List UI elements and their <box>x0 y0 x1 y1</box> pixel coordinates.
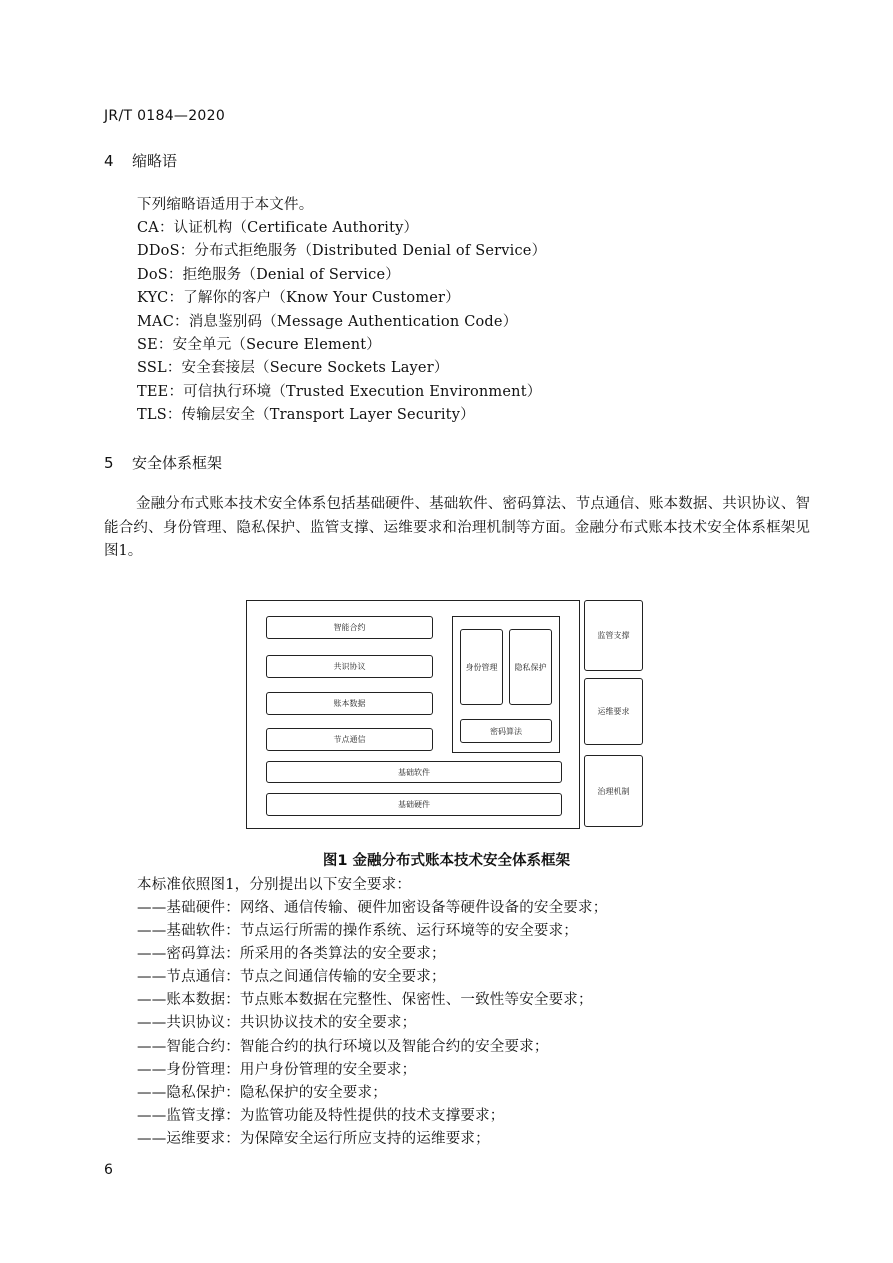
box-ledger-data: 账本数据 <box>266 692 433 715</box>
document-id: JR/T 0184—2020 <box>104 108 226 124</box>
box-consensus: 共识协议 <box>266 655 433 678</box>
abbreviation-item: KYC：了解你的客户（Know Your Customer） <box>137 290 460 306</box>
abbreviation-item: TLS：传输层安全（Transport Layer Security） <box>137 407 475 423</box>
section-4-number: 4 <box>104 152 114 170</box>
requirement-item: ——监管支撑：为监管功能及特性提供的技术支撑要求； <box>137 1108 505 1124</box>
box-governance: 治理机制 <box>584 755 643 827</box>
requirement-item: ——智能合约：智能合约的执行环境以及智能合约的安全要求； <box>137 1039 549 1055</box>
requirement-item: ——基础软件：节点运行所需的操作系统、运行环境等的安全要求； <box>137 923 578 939</box>
abbreviation-item: SSL：安全套接层（Secure Sockets Layer） <box>137 360 449 376</box>
box-crypto: 密码算法 <box>460 719 552 743</box>
page-number: 6 <box>104 1162 113 1178</box>
requirement-item: ——节点通信：节点之间通信传输的安全要求； <box>137 969 446 985</box>
requirement-item: ——隐私保护：隐私保护的安全要求； <box>137 1085 387 1101</box>
figure-caption: 图1 金融分布式账本技术安全体系框架 <box>322 853 571 869</box>
abbreviation-item: DoS：拒绝服务（Denial of Service） <box>137 267 400 283</box>
abbreviation-item: TEE：可信执行环境（Trusted Execution Environment） <box>137 384 542 400</box>
requirement-item: ——账本数据：节点账本数据在完整性、保密性、一致性等安全要求； <box>137 992 593 1008</box>
box-smart-contract: 智能合约 <box>266 616 433 639</box>
requirement-item: ——身份管理：用户身份管理的安全要求； <box>137 1062 417 1078</box>
requirements-intro: 本标准依照图1，分别提出以下安全要求： <box>137 877 412 893</box>
box-regulation: 监管支撑 <box>584 600 643 671</box>
section-4-heading <box>104 150 177 171</box>
box-base-software: 基础软件 <box>266 761 562 783</box>
section-5-title: 安全体系框架 <box>132 454 223 472</box>
requirement-item: ——密码算法：所采用的各类算法的安全要求； <box>137 946 446 962</box>
abbreviation-item: DDoS：分布式拒绝服务（Distributed Denial of Service） <box>137 243 547 259</box>
abbreviation-item: MAC：消息鉴别码（Message Authentication Code） <box>137 314 518 330</box>
box-privacy: 隐私保护 <box>509 629 552 705</box>
requirement-item: ——运维要求：为保障安全运行所应支持的运维要求； <box>137 1131 490 1147</box>
section-4-title: 缩略语 <box>132 152 178 170</box>
box-ops: 运维要求 <box>584 678 643 745</box>
box-node-comm: 节点通信 <box>266 728 433 751</box>
abbreviation-item: SE：安全单元（Secure Element） <box>137 337 382 353</box>
requirement-item: ——基础硬件：网络、通信传输、硬件加密设备等硬件设备的安全要求； <box>137 900 608 916</box>
section-5-paragraph: 金融分布式账本技术安全体系包括基础硬件、基础软件、密码算法、节点通信、账本数据、共识协议、智能合约、身份管理、隐私保护、监管支撑、运维要求和治理机制等方面。金融分布式账本技术安全体系框架见图1。 <box>104 496 810 559</box>
box-base-hardware: 基础硬件 <box>266 793 562 816</box>
abbreviations-intro: 下列缩略语适用于本文件。 <box>137 197 314 213</box>
box-identity: 身份管理 <box>460 629 503 705</box>
abbreviation-item: CA：认证机构（Certificate Authority） <box>137 220 419 236</box>
section-5-number: 5 <box>104 454 114 472</box>
requirement-item: ——共识协议：共识协议技术的安全要求； <box>137 1015 417 1031</box>
section-5-heading <box>104 452 222 473</box>
